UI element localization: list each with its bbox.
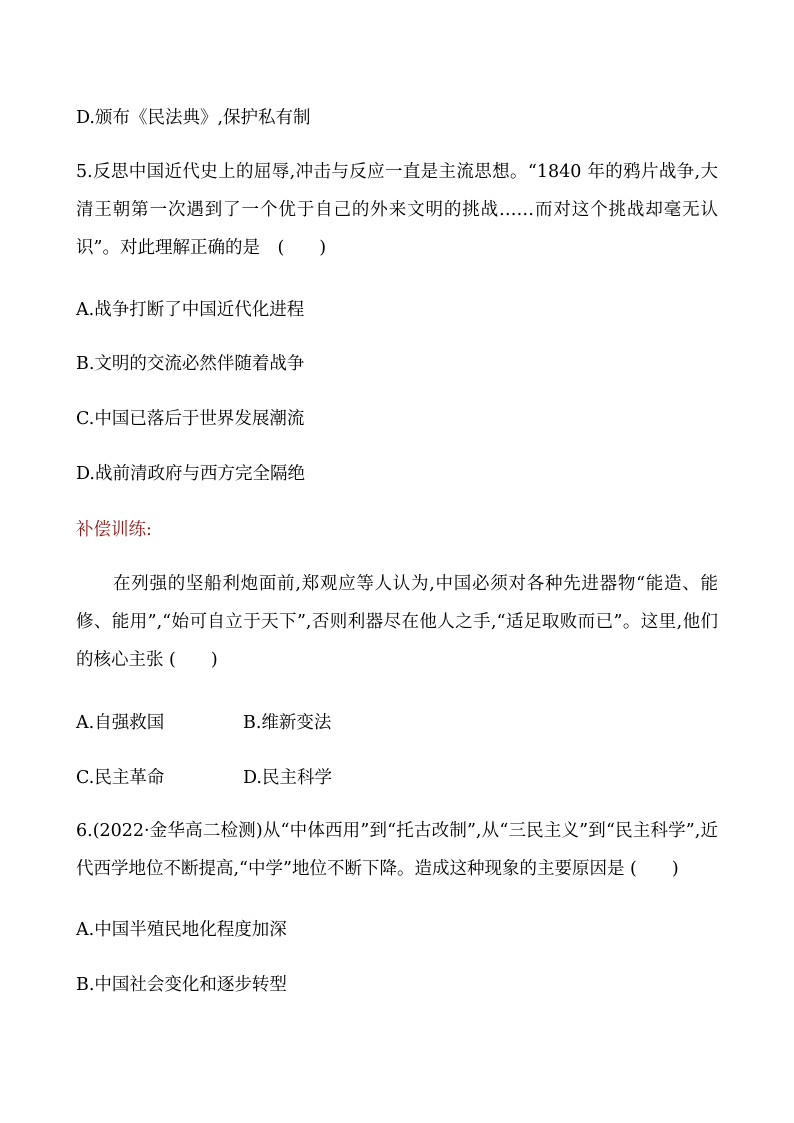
q5-option-b: B.文明的交流必然伴随着战争 [76,354,305,374]
supplement-stem: 在列强的坚船利炮面前,郑观应等人认为,中国必须对各种先进器物“能造、能修、能用”,“始可自立于天下”,否则利器尽在他人之手,“适足取败而已”。这里,他们的核心主张 ( ) [76,574,718,670]
supplement-option-a: A.自强救国 [76,713,165,733]
q6-stem: 6.(2022·金华高二检测)从“中体西用”到“托古改制”,从“三民主义”到“民主科学”,近代西学地位不断提高,“中学”地位不断下降。造成这种现象的主要原因是 ( ) [76,821,718,879]
supplement-option-d: D.民主科学 [243,768,332,788]
q5-option-a: A.战争打断了中国近代化进程 [76,300,305,320]
q5-stem: 5.反思中国近代史上的屈辱,冲击与反应一直是主流思想。“1840 年的鸦片战争,大清王朝第一次遇到了一个优于自己的外来文明的挑战……而对这个挑战却毫无认识”。对此理解正确的是 ( ) [76,162,718,258]
q5-option-c: C.中国已落后于世界发展潮流 [76,409,305,429]
q5-option-d: D.战前清政府与西方完全隔绝 [76,464,305,484]
supplement-label: 补偿训练: [76,520,152,540]
supplement-option-b: B.维新变法 [243,713,332,733]
q4-option-d: D.颁布《民法典》,保护私有制 [76,108,311,128]
q6-option-b: B.中国社会变化和逐步转型 [76,975,287,995]
supplement-option-c: C.民主革命 [76,768,165,788]
q6-option-a: A.中国半殖民地化程度加深 [76,920,287,940]
